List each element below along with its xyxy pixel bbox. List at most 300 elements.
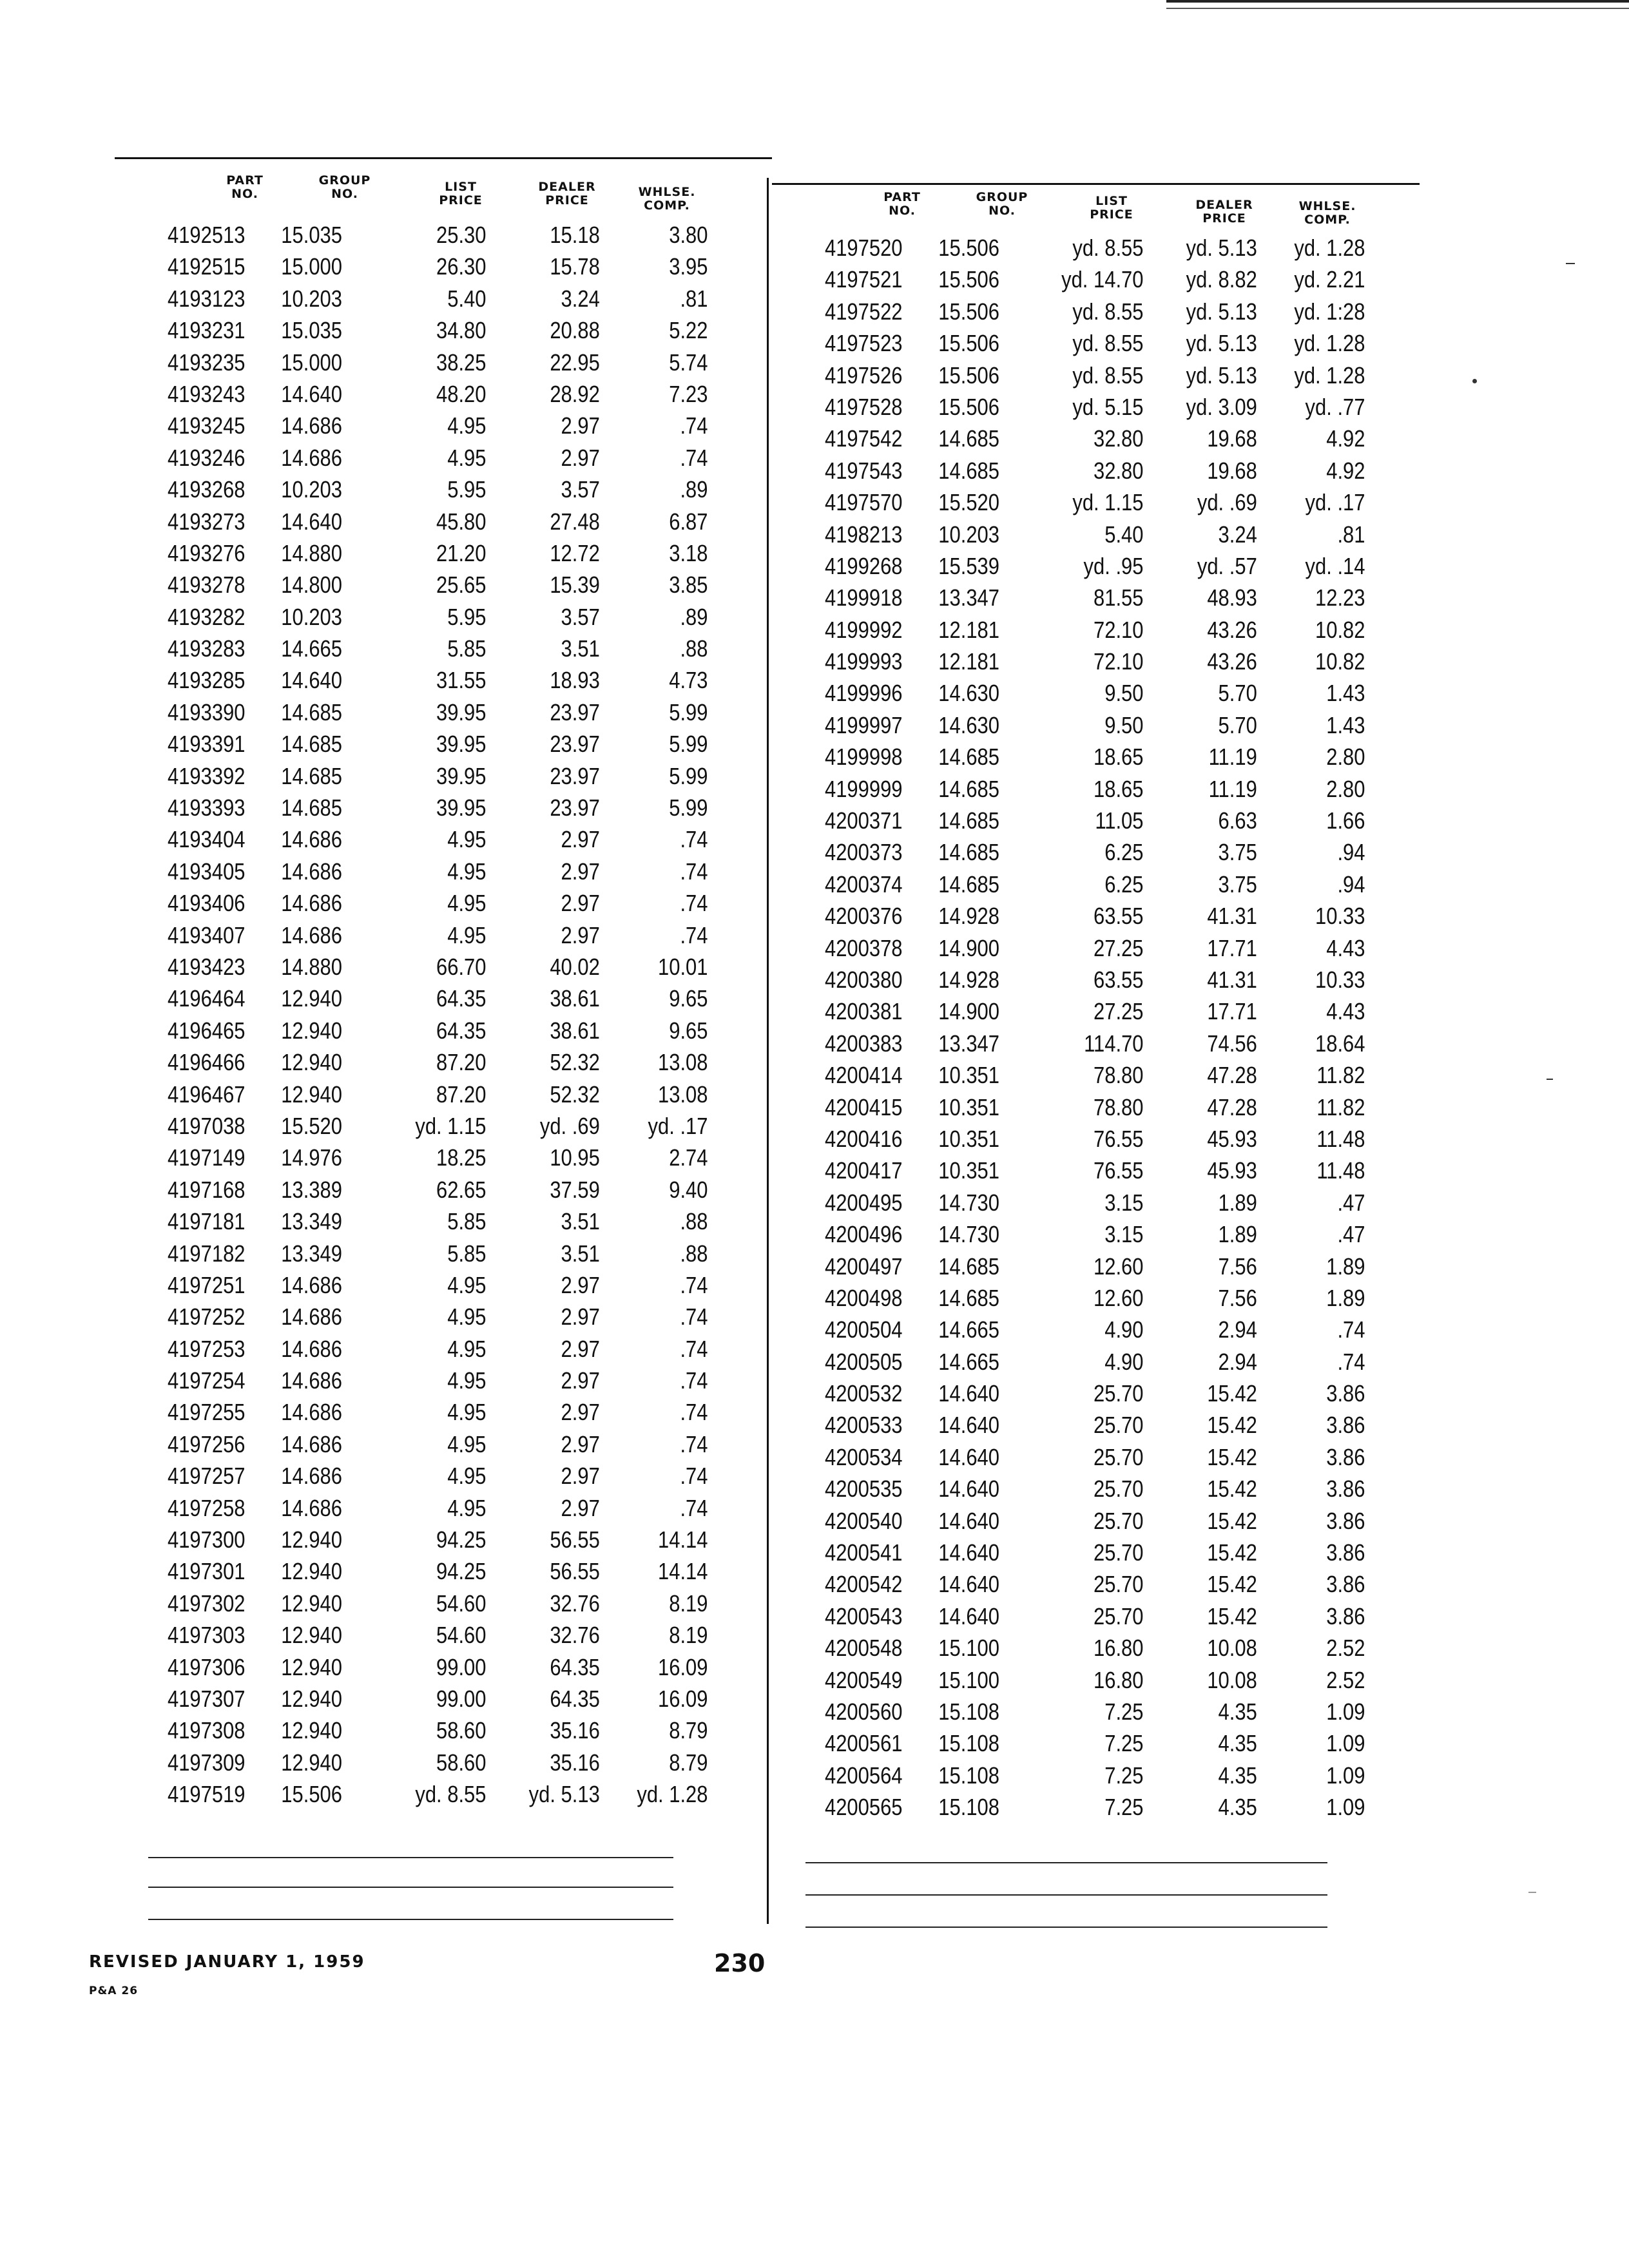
whlse-comp-cell: 10.01 [658, 953, 708, 980]
table-row [825, 1600, 1365, 1632]
whlse-comp-cell: 3.86 [1326, 1602, 1365, 1629]
group-no-cell: 10.203 [281, 476, 342, 503]
dealer-price-cell: 3.57 [561, 603, 600, 630]
list-price-cell: 25.70 [1094, 1571, 1144, 1598]
group-no-cell: 14.686 [281, 1399, 342, 1426]
table-row [168, 856, 708, 887]
dealer-price-cell: 2.97 [561, 921, 600, 948]
list-price-cell: yd. 1.15 [1072, 489, 1144, 516]
table-row [825, 1473, 1365, 1504]
part-no-cell: 4193245 [168, 412, 246, 439]
dealer-price-cell: 15.42 [1207, 1571, 1257, 1598]
list-price-cell: 25.65 [436, 572, 487, 599]
part-no-cell: 4199993 [825, 648, 903, 675]
dealer-price-cell: 2.97 [561, 826, 600, 853]
dealer-price-cell: 23.97 [550, 731, 600, 758]
table-row [825, 455, 1365, 486]
group-no-cell: 14.685 [938, 1253, 999, 1280]
part-no-cell: 4193123 [168, 285, 246, 312]
whlse-comp-cell: 3.86 [1326, 1443, 1365, 1470]
list-price-cell: 5.95 [447, 603, 487, 630]
part-no-cell: 4193405 [168, 858, 246, 885]
dealer-price-cell: 15.42 [1207, 1412, 1257, 1439]
header-label: WHLSE. [1298, 199, 1356, 213]
table-row [168, 633, 708, 664]
table-row [825, 1059, 1365, 1091]
part-no-cell: 4193404 [168, 826, 246, 853]
header-whlse-comp [1282, 200, 1373, 227]
dealer-price-cell: 15.42 [1207, 1475, 1257, 1503]
table-row [168, 887, 708, 919]
whlse-comp-cell: 1.09 [1326, 1794, 1365, 1821]
list-price-cell: yd. 8.55 [415, 1781, 487, 1808]
list-price-cell: 58.60 [436, 1749, 487, 1776]
table-row [168, 792, 708, 823]
table-row [168, 1778, 708, 1810]
table-row [168, 378, 708, 410]
group-no-cell: 12.940 [281, 1558, 342, 1585]
list-price-cell: 32.80 [1094, 457, 1144, 484]
list-price-cell: 63.55 [1094, 966, 1144, 993]
part-no-cell: 4193268 [168, 476, 246, 503]
table-row [825, 486, 1365, 518]
group-no-cell: 15.506 [938, 330, 999, 357]
whlse-comp-cell: .74 [1337, 1316, 1365, 1343]
group-no-cell: 15.000 [281, 253, 342, 280]
table-row [168, 1460, 708, 1492]
dealer-price-cell: 23.97 [550, 698, 600, 726]
list-price-cell: 4.95 [447, 1335, 487, 1362]
list-price-cell: 64.35 [436, 985, 487, 1012]
group-no-cell: 14.686 [281, 890, 342, 917]
header-label: PART [883, 190, 921, 204]
dealer-price-cell: 3.24 [1218, 521, 1257, 548]
dealer-price-cell: 15.18 [550, 222, 600, 248]
list-price-cell: 76.55 [1094, 1125, 1144, 1152]
list-price-cell: 72.10 [1094, 648, 1144, 675]
dealer-price-cell: 15.42 [1207, 1539, 1257, 1566]
dealer-price-cell: 15.78 [550, 253, 600, 280]
group-no-cell: 12.940 [281, 985, 342, 1012]
dealer-price-cell: 12.72 [550, 539, 600, 566]
part-no-cell: 4197521 [825, 266, 903, 293]
part-no-cell: 4200532 [825, 1380, 903, 1407]
dealer-price-cell: 3.51 [561, 1208, 600, 1235]
list-price-cell: 25.70 [1094, 1412, 1144, 1439]
list-price-cell: 81.55 [1094, 584, 1144, 611]
part-no-cell: 4200498 [825, 1284, 903, 1311]
whlse-comp-cell: .74 [680, 826, 708, 853]
group-no-cell: 14.800 [281, 572, 342, 599]
header-label: COMP. [644, 198, 690, 213]
group-no-cell: 14.685 [938, 807, 999, 834]
dealer-price-cell: 38.61 [550, 985, 600, 1012]
part-no-cell: 4200378 [825, 934, 903, 961]
group-no-cell: 14.686 [281, 1271, 342, 1298]
part-no-cell: 4193276 [168, 539, 246, 566]
whlse-comp-cell: .74 [680, 1463, 708, 1490]
dealer-price-cell: 2.97 [561, 444, 600, 471]
dealer-price-cell: 3.51 [561, 635, 600, 662]
table-row [825, 1378, 1365, 1409]
group-no-cell: 15.100 [938, 1666, 999, 1693]
list-price-cell: 25.70 [1094, 1539, 1144, 1566]
part-no-cell: 4200376 [825, 903, 903, 930]
part-no-cell: 4197258 [168, 1494, 246, 1521]
group-no-cell: 13.389 [281, 1176, 342, 1203]
top-edge-rule [1166, 0, 1629, 3]
header-label: PRICE [439, 193, 483, 207]
whlse-comp-cell: 11.82 [1316, 1093, 1365, 1120]
part-no-cell: 4197253 [168, 1335, 246, 1362]
dealer-price-cell: 19.68 [1207, 457, 1257, 484]
whlse-comp-cell: 1.09 [1326, 1698, 1365, 1725]
group-no-cell: 14.685 [281, 731, 342, 758]
part-no-cell: 4196466 [168, 1049, 246, 1076]
scan-mark [1472, 379, 1477, 383]
table-row [168, 1301, 708, 1332]
dealer-price-cell: 43.26 [1207, 616, 1257, 643]
group-no-cell: 12.940 [281, 1526, 342, 1553]
list-price-cell: 12.60 [1094, 1284, 1144, 1311]
whlse-comp-cell: 1.43 [1326, 711, 1365, 738]
part-no-cell: 4200548 [825, 1635, 903, 1662]
list-price-cell: 7.25 [1104, 1762, 1144, 1789]
dealer-price-cell: yd. 5.13 [1186, 330, 1257, 357]
dealer-price-cell: 2.94 [1218, 1348, 1257, 1375]
table-row [825, 232, 1365, 264]
part-no-cell: 4200534 [825, 1443, 903, 1470]
table-body-right [825, 232, 1373, 1823]
list-price-cell: 4.95 [447, 1430, 487, 1457]
dealer-price-cell: 19.68 [1207, 425, 1257, 452]
list-price-cell: yd. 8.55 [1072, 330, 1144, 357]
scan-mark [1566, 263, 1575, 264]
table-row [168, 1555, 708, 1587]
header-part-no [860, 191, 944, 218]
table-row [168, 569, 708, 601]
table-row [825, 1505, 1365, 1537]
part-no-cell: 4193246 [168, 444, 246, 471]
part-no-cell: 4197543 [825, 457, 903, 484]
whlse-comp-cell: yd. .77 [1305, 393, 1365, 420]
part-no-cell: 4193273 [168, 508, 246, 535]
list-price-cell: 4.95 [447, 921, 487, 948]
table-row [825, 1155, 1365, 1186]
group-no-cell: 12.940 [281, 1749, 342, 1776]
whlse-comp-cell: 2.52 [1326, 1666, 1365, 1693]
whlse-comp-cell: 3.86 [1326, 1571, 1365, 1598]
list-price-cell: 4.90 [1104, 1316, 1144, 1343]
whlse-comp-cell: 4.43 [1326, 934, 1365, 961]
whlse-comp-cell: 5.99 [669, 762, 708, 789]
dealer-price-cell: 43.26 [1207, 648, 1257, 675]
whlse-comp-cell: .88 [680, 635, 708, 662]
part-no-cell: 4200380 [825, 966, 903, 993]
table-row [168, 1396, 708, 1428]
part-no-cell: 4200543 [825, 1602, 903, 1629]
group-no-cell: 14.630 [938, 711, 999, 738]
whlse-comp-cell: 8.79 [669, 1749, 708, 1776]
dealer-price-cell: 15.42 [1207, 1380, 1257, 1407]
dealer-price-cell: 3.24 [561, 285, 600, 312]
group-no-cell: 14.686 [281, 444, 342, 471]
list-price-cell: 34.80 [436, 317, 487, 344]
list-price-cell: yd. .95 [1083, 552, 1144, 579]
dealer-price-cell: 2.97 [561, 1399, 600, 1426]
blank-line [805, 1927, 1327, 1928]
table-row [825, 519, 1365, 550]
dealer-price-cell: 23.97 [550, 762, 600, 789]
whlse-comp-cell: .88 [680, 1208, 708, 1235]
group-no-cell: 15.506 [938, 266, 999, 293]
group-no-cell: 12.181 [938, 648, 999, 675]
dealer-price-cell: 3.75 [1218, 870, 1257, 898]
header-label: PRICE [545, 193, 589, 207]
table-row [825, 1537, 1365, 1568]
table-row [825, 1568, 1365, 1600]
header-dealer-price [1176, 198, 1273, 226]
dealer-price-cell: 15.42 [1207, 1443, 1257, 1470]
group-no-cell: 14.686 [281, 1463, 342, 1490]
table-row [168, 951, 708, 983]
list-price-cell: 32.80 [1094, 425, 1144, 452]
group-no-cell: 14.665 [938, 1348, 999, 1375]
list-price-cell: 27.25 [1094, 998, 1144, 1025]
table-row [825, 677, 1365, 709]
part-no-cell: 4198213 [825, 521, 903, 548]
list-price-cell: 54.60 [436, 1590, 487, 1617]
dealer-price-cell: 35.16 [550, 1749, 600, 1776]
header-dealer-price [519, 180, 615, 207]
dealer-price-cell: 74.56 [1207, 1030, 1257, 1057]
part-no-cell: 4193406 [168, 890, 246, 917]
dealer-price-cell: 52.32 [550, 1049, 600, 1076]
group-no-cell: 14.630 [938, 680, 999, 707]
group-no-cell: 15.506 [938, 298, 999, 325]
table-row [168, 1747, 708, 1778]
list-price-cell: 18.25 [436, 1144, 487, 1171]
header-label: COMP. [1304, 213, 1351, 227]
list-price-cell: 25.70 [1094, 1443, 1144, 1470]
group-no-cell: 12.940 [281, 1717, 342, 1744]
part-no-cell: 4192515 [168, 253, 246, 280]
part-no-cell: 4200549 [825, 1666, 903, 1693]
whlse-comp-cell: 3.86 [1326, 1412, 1365, 1439]
header-label: PRICE [1202, 211, 1246, 226]
group-no-cell: 15.108 [938, 1762, 999, 1789]
part-no-cell: 4196465 [168, 1017, 246, 1044]
blank-line [148, 1857, 673, 1858]
group-no-cell: 14.640 [938, 1602, 999, 1629]
part-no-cell: 4193285 [168, 667, 246, 694]
table-row [168, 219, 708, 251]
group-no-cell: 15.100 [938, 1635, 999, 1662]
part-no-cell: 4200533 [825, 1412, 903, 1439]
dealer-price-cell: yd. 5.13 [1186, 361, 1257, 389]
group-no-cell: 14.880 [281, 539, 342, 566]
dealer-price-cell: yd. 8.82 [1186, 266, 1257, 293]
dealer-price-cell: 47.28 [1207, 1093, 1257, 1120]
dealer-price-cell: 11.19 [1208, 744, 1257, 771]
dealer-price-cell: 10.95 [550, 1144, 600, 1171]
whlse-comp-cell: 14.14 [658, 1558, 708, 1585]
whlse-comp-cell: 6.87 [669, 508, 708, 535]
list-price-cell: 87.20 [436, 1081, 487, 1108]
group-no-cell: 14.730 [938, 1189, 999, 1216]
table-row [825, 1791, 1365, 1823]
table-row [825, 550, 1365, 582]
group-no-cell: 14.686 [281, 1494, 342, 1521]
list-price-cell: 26.30 [436, 253, 487, 280]
whlse-comp-cell: 3.18 [669, 539, 708, 566]
whlse-comp-cell: 1.89 [1326, 1253, 1365, 1280]
table-row [168, 1269, 708, 1301]
group-no-cell: 14.686 [281, 1430, 342, 1457]
part-no-cell: 4199992 [825, 616, 903, 643]
list-price-cell: 31.55 [436, 667, 487, 694]
part-no-cell: 4197257 [168, 1463, 246, 1490]
table-row [168, 1492, 708, 1524]
list-price-cell: 18.65 [1094, 775, 1144, 802]
dealer-price-cell: 3.75 [1218, 839, 1257, 866]
table-row [825, 1218, 1365, 1250]
list-price-cell: 25.70 [1094, 1507, 1144, 1534]
list-price-cell: 62.65 [436, 1176, 487, 1203]
group-no-cell: 14.640 [938, 1475, 999, 1503]
whlse-comp-cell: 3.86 [1326, 1475, 1365, 1503]
list-price-cell: 94.25 [436, 1558, 487, 1585]
part-no-cell: 4200565 [825, 1794, 903, 1821]
part-no-cell: 4197252 [168, 1303, 246, 1331]
price-table-left [168, 173, 708, 1811]
part-no-cell: 4200561 [825, 1730, 903, 1757]
part-no-cell: 4199996 [825, 680, 903, 707]
whlse-comp-cell: 10.33 [1315, 903, 1365, 930]
table-row [168, 1683, 708, 1715]
table-row [168, 1206, 708, 1237]
list-price-cell: yd. 8.55 [1072, 298, 1144, 325]
list-price-cell: 7.25 [1104, 1730, 1144, 1757]
whlse-comp-cell: .74 [680, 921, 708, 948]
header-label: DEALER [1195, 198, 1253, 212]
whlse-comp-cell: yd. 1.28 [1294, 330, 1365, 357]
list-price-cell: 5.85 [447, 1208, 487, 1235]
whlse-comp-cell: .74 [680, 1303, 708, 1331]
group-no-cell: 14.665 [281, 635, 342, 662]
part-no-cell: 4193392 [168, 762, 246, 789]
whlse-comp-cell: 8.19 [669, 1622, 708, 1649]
part-no-cell: 4196467 [168, 1081, 246, 1108]
group-no-cell: 10.351 [938, 1125, 999, 1152]
table-row [825, 360, 1365, 391]
dealer-price-cell: 5.70 [1218, 680, 1257, 707]
whlse-comp-cell: 5.99 [669, 731, 708, 758]
group-no-cell: 15.108 [938, 1730, 999, 1757]
whlse-comp-cell: 1.89 [1326, 1284, 1365, 1311]
whlse-comp-cell: 4.92 [1326, 425, 1365, 452]
column-divider [767, 178, 769, 1924]
part-no-cell: 4193390 [168, 698, 246, 726]
list-price-cell: 4.95 [447, 1303, 487, 1331]
table-row [825, 296, 1365, 327]
part-no-cell: 4197168 [168, 1176, 246, 1203]
part-no-cell: 4197526 [825, 361, 903, 389]
dealer-price-cell: yd. 5.13 [1186, 235, 1257, 261]
whlse-comp-cell: 16.09 [658, 1685, 708, 1712]
blank-line [148, 1919, 673, 1920]
whlse-comp-cell: yd. 1.28 [637, 1781, 708, 1808]
group-no-cell: 14.640 [938, 1571, 999, 1598]
part-no-cell: 4197038 [168, 1112, 246, 1139]
list-price-cell: 3.15 [1104, 1221, 1144, 1248]
whlse-comp-cell: .74 [680, 890, 708, 917]
group-no-cell: 15.506 [938, 393, 999, 420]
dealer-price-cell: 15.42 [1207, 1507, 1257, 1534]
list-price-cell: 48.20 [436, 380, 487, 407]
group-no-cell: 15.035 [281, 317, 342, 344]
list-price-cell: 25.70 [1094, 1380, 1144, 1407]
table-row [168, 474, 708, 505]
whlse-comp-cell: .74 [680, 858, 708, 885]
list-price-cell: 21.20 [436, 539, 487, 566]
table-row [825, 1282, 1365, 1314]
list-price-cell: 9.50 [1104, 711, 1144, 738]
whlse-comp-cell: 5.99 [669, 698, 708, 726]
list-price-cell: 39.95 [436, 698, 487, 726]
whlse-comp-cell: 2.74 [669, 1144, 708, 1171]
dealer-price-cell: 2.94 [1218, 1316, 1257, 1343]
part-no-cell: 4193393 [168, 794, 246, 822]
table-header-left [168, 174, 696, 219]
group-no-cell: 12.940 [281, 1685, 342, 1712]
part-no-cell: 4200505 [825, 1348, 903, 1375]
part-no-cell: 4200414 [825, 1062, 903, 1089]
document-code: P&A 26 [89, 1984, 139, 1997]
part-no-cell: 4199268 [825, 552, 903, 579]
dealer-price-cell: 2.97 [561, 1463, 600, 1490]
whlse-comp-cell: .89 [680, 603, 708, 630]
table-row [825, 327, 1365, 359]
whlse-comp-cell: .94 [1337, 870, 1365, 898]
header-label: WHLSE. [638, 185, 696, 199]
header-label: GROUP [318, 173, 371, 187]
whlse-comp-cell: 1.43 [1326, 680, 1365, 707]
dealer-price-cell: 2.97 [561, 1430, 600, 1457]
table-row [168, 760, 708, 792]
list-price-cell: 94.25 [436, 1526, 487, 1553]
part-no-cell: 4197181 [168, 1208, 246, 1235]
group-no-cell: 12.940 [281, 1590, 342, 1617]
dealer-price-cell: 41.31 [1207, 903, 1257, 930]
table-row [168, 1333, 708, 1365]
list-price-cell: 5.85 [447, 1240, 487, 1267]
dealer-price-cell: 10.08 [1207, 1635, 1257, 1662]
part-no-cell: 4193231 [168, 317, 246, 344]
whlse-comp-cell: 4.73 [669, 667, 708, 694]
whlse-comp-cell: yd. 1.28 [1294, 235, 1365, 261]
part-no-cell: 4192513 [168, 222, 246, 248]
part-no-cell: 4199997 [825, 711, 903, 738]
group-no-cell: 10.203 [281, 603, 342, 630]
table-row [168, 1715, 708, 1746]
whlse-comp-cell: 2.52 [1326, 1635, 1365, 1662]
list-price-cell: 27.25 [1094, 934, 1144, 961]
whlse-comp-cell: .81 [680, 285, 708, 312]
group-no-cell: 14.730 [938, 1221, 999, 1248]
group-no-cell: 15.506 [281, 1781, 342, 1808]
whlse-comp-cell: 5.99 [669, 794, 708, 822]
